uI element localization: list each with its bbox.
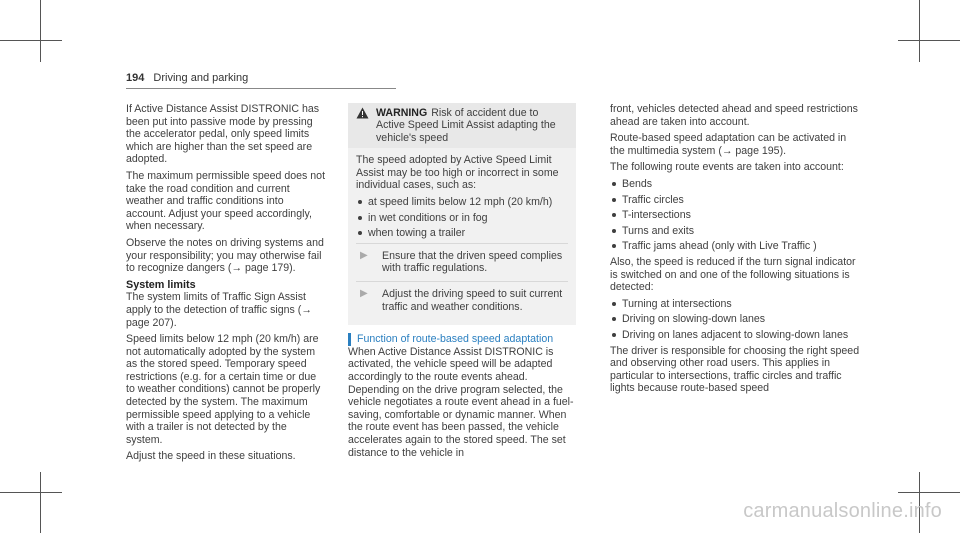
warning-title: Risk of accident due to Active Speed Limit Assist adapting the vehicle's speed xyxy=(376,107,556,144)
paragraph: Observe the notes on driving systems and your responsibility; you may otherwise fail to recognize dangers (→ page 179). xyxy=(126,236,324,275)
column-3 xyxy=(610,103,860,399)
list-item: Driving on slowing-down lanes xyxy=(610,313,860,326)
step-text: Ensure that the driven speed complies with traffic regulations. xyxy=(382,249,563,275)
section-marker xyxy=(348,333,351,346)
column-2 xyxy=(348,103,576,463)
crop-mark xyxy=(898,40,960,41)
crop-mark xyxy=(40,0,41,62)
crop-mark xyxy=(0,492,62,493)
list-item: Driving on lanes adjacent to slowing-down lanes xyxy=(610,329,860,342)
paragraph: Also, the speed is reduced if the turn signal indicator is switched on and one of the following situations is detected: xyxy=(610,255,856,294)
paragraph: Adjust the speed in these situations. xyxy=(126,450,296,463)
list-item: T-intersections xyxy=(610,209,860,222)
list-item: Traffic jams ahead (only with Live Traffic ) xyxy=(610,240,860,253)
list-item: Bends xyxy=(610,178,860,191)
step-arrow-icon: ▶ xyxy=(360,287,368,299)
warning-triangle-icon xyxy=(356,107,369,122)
warning-header xyxy=(348,103,576,148)
paragraph: The following route events are taken into account: xyxy=(610,161,844,174)
chapter-title: Driving and parking xyxy=(153,72,249,84)
step-text: Adjust the driving speed to suit current traffic and weather conditions. xyxy=(382,287,563,313)
step-arrow-icon: ▶ xyxy=(360,249,368,261)
paragraph: Route-based speed adaptation can be activated in the multimedia system (→ page 195). xyxy=(610,132,847,157)
list-item: Traffic circles xyxy=(610,194,860,207)
list-item: at speed limits below 12 mph (20 km/h) xyxy=(356,196,568,209)
page-number: 194 xyxy=(126,72,145,84)
list-item: Turning at intersections xyxy=(610,298,860,311)
header-rule xyxy=(126,88,396,89)
page-header xyxy=(126,72,248,84)
paragraph: If Active Distance Assist DISTRONIC has been put into passive mode by pressing the accelerator pedal, only speed limits which are higher than the set speed are adopted. xyxy=(126,103,320,166)
section-heading: System limits xyxy=(126,278,196,291)
warning-text: The speed adopted by Active Speed Limit Assist may be too high or incorrect in some individual cases, such as: xyxy=(356,154,559,192)
watermark: carmanualsonline.info xyxy=(743,500,942,522)
paragraph: The driver is responsible for choosing the right speed and observing other road users. This applies in particular to intersections, traffic circles and traffic lights because route-based speed xyxy=(610,344,860,395)
paragraph: The maximum permissible speed does not take the road condition and current weather and traffic conditions into account. Adjust your speed accordingly, when necessary. xyxy=(126,169,326,233)
crop-mark xyxy=(919,0,920,62)
warning-list xyxy=(356,196,568,240)
warning-box xyxy=(348,103,576,325)
list-item: in wet conditions or in fog xyxy=(356,212,568,225)
warning-label: WARNING xyxy=(376,107,428,119)
column-1 xyxy=(126,103,326,467)
crop-mark xyxy=(0,40,62,41)
list-item: when towing a trailer xyxy=(356,227,568,240)
list-item: Turns and exits xyxy=(610,225,860,238)
paragraph: When Active Distance Assist DISTRONIC is activated, the vehicle speed will be adapted accordingly to the route events ahead. Depending on the drive program selected, the vehicle negotiates a route event ahead in a fuel-saving, comfortable or dynamic manner. When the route event has been passed, the vehicle accelerates again to the stored speed. The set distance to the vehicle in xyxy=(348,345,574,459)
section-title: Function of route-based speed adaptation xyxy=(348,333,576,346)
paragraph: The system limits of Traffic Sign Assist apply to the detection of traffic signs (→ page 207). xyxy=(126,291,312,329)
instruction-step xyxy=(356,244,568,281)
route-events-list xyxy=(610,178,860,253)
situations-list xyxy=(610,298,860,342)
crop-mark xyxy=(40,472,41,533)
warning-body xyxy=(348,148,576,325)
paragraph: front, vehicles detected ahead and speed restrictions ahead are taken into account. xyxy=(610,103,858,128)
instruction-step xyxy=(356,282,568,319)
crop-mark xyxy=(898,492,960,493)
paragraph: Speed limits below 12 mph (20 km/h) are not automatically adopted by the system as the stored speed. Temporary speed restrictions (e.g. for a certain time or due to weather conditions) cannot be properly detected by the system. The maximum permissible speed applying to a vehicle with a trailer is not detected by the system. xyxy=(126,333,321,446)
